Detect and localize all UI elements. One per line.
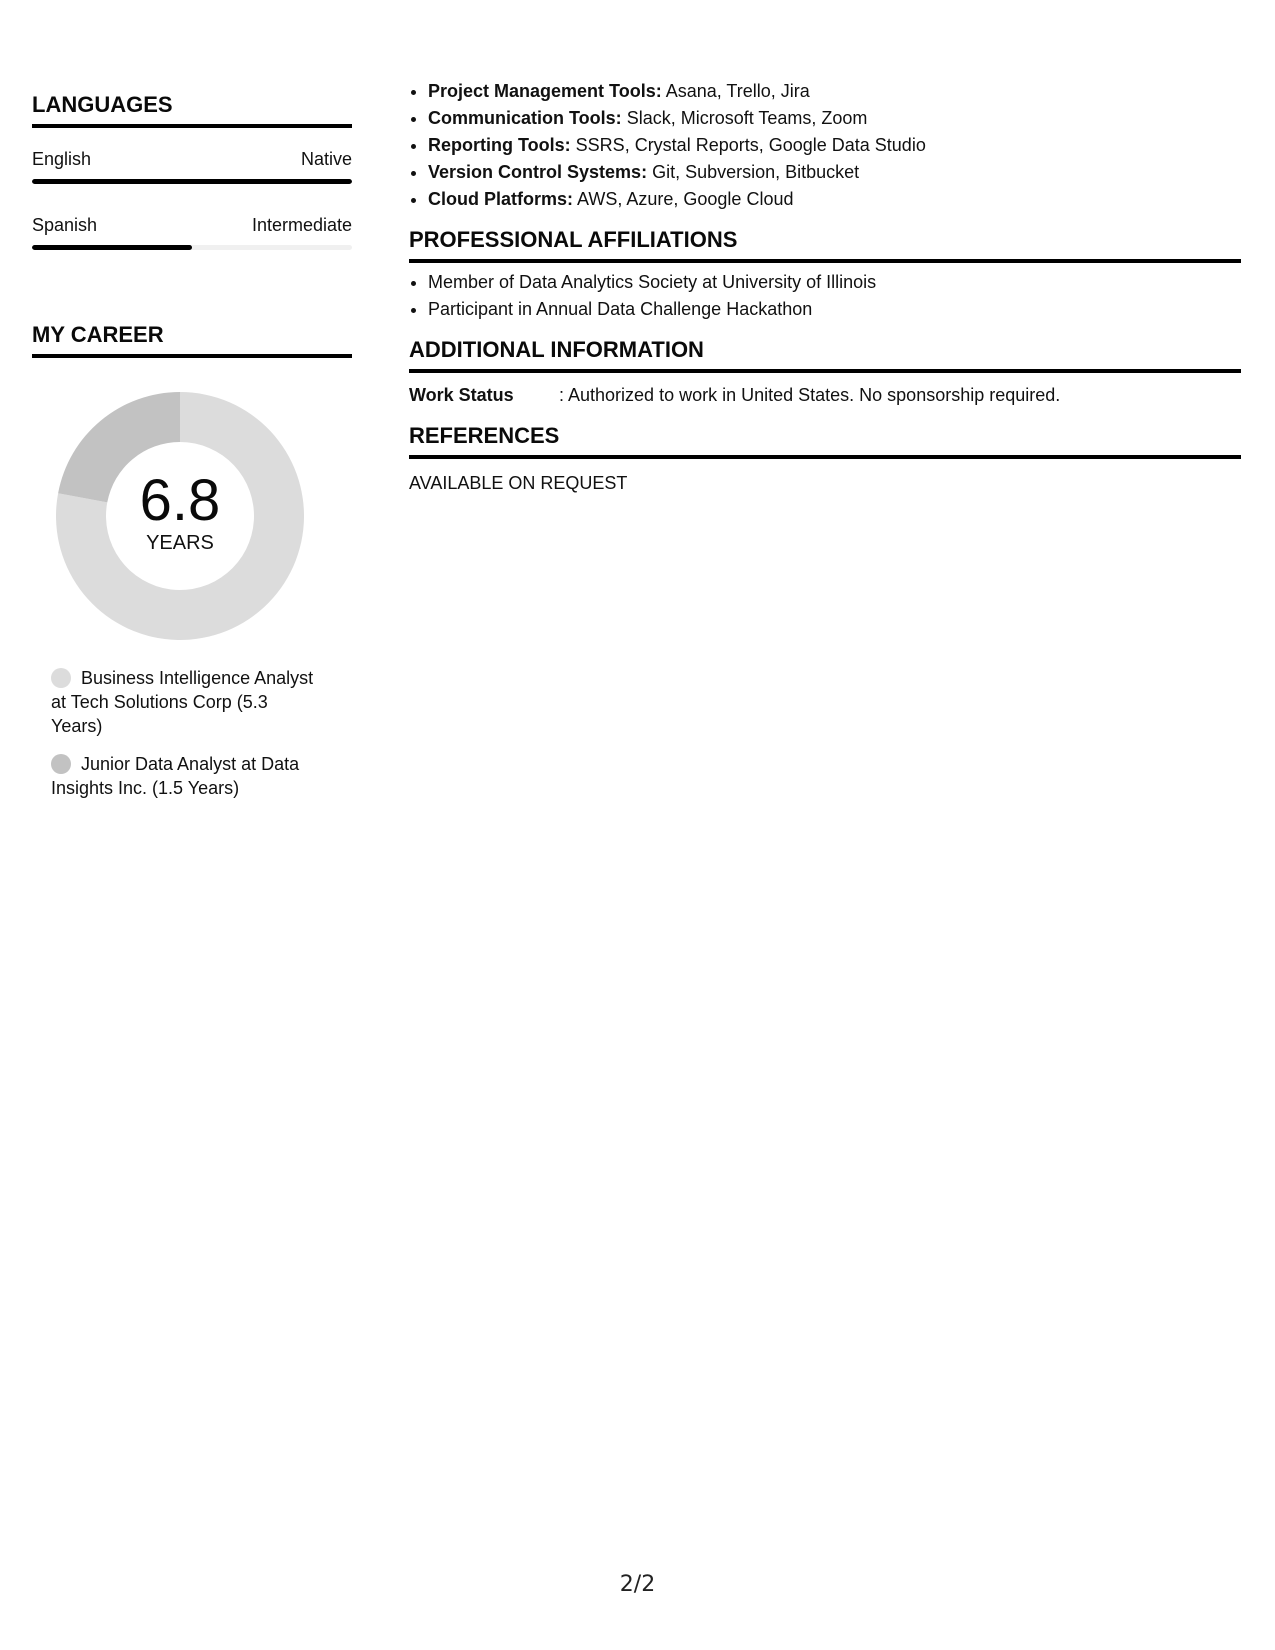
references-heading: REFERENCES: [409, 423, 1241, 459]
list-item: [428, 78, 1241, 105]
career-donut-center: [56, 392, 304, 640]
language-level: Native: [300, 149, 352, 169]
skill-label: Communication Tools:: [428, 108, 622, 128]
sidebar: [32, 92, 352, 814]
career-legend: [51, 666, 321, 800]
language-item-spanish: [32, 214, 352, 250]
skills-list: [409, 78, 1241, 213]
language-level: Intermediate: [251, 215, 352, 235]
language-proficiency-fill: [32, 179, 352, 184]
legend-item: [51, 752, 321, 800]
page-number: 2/2: [619, 1572, 656, 1597]
affiliations-list: [409, 269, 1241, 323]
affiliations-section: [409, 227, 1241, 323]
list-item: [428, 105, 1241, 132]
legend-item: [51, 666, 321, 738]
skill-value: Asana, Trello, Jira: [665, 81, 810, 101]
skill-label: Cloud Platforms:: [428, 189, 574, 209]
language-proficiency-bar: [32, 245, 352, 250]
list-item: • Member of Data Analytics Society at University of Illinois: [428, 269, 1241, 296]
languages-heading: LANGUAGES: [32, 92, 352, 128]
career-total-unit: YEARS: [146, 532, 214, 554]
skill-value: Slack, Microsoft Teams, Zoom: [626, 108, 868, 128]
language-row: [32, 214, 352, 236]
list-item: [428, 186, 1241, 213]
language-item-english: [32, 148, 352, 184]
work-status-value: : Authorized to work in United States. No sponsorship required.: [559, 385, 1061, 405]
list-item: • Participant in Annual Data Challenge Hackathon: [428, 296, 1241, 323]
references-section: [409, 423, 1241, 495]
language-proficiency-fill: [32, 245, 192, 250]
skill-label: Reporting Tools:: [428, 135, 571, 155]
additional-info-heading: ADDITIONAL INFORMATION: [409, 337, 1241, 373]
career-donut-chart: [56, 392, 304, 640]
main-column: [409, 78, 1241, 495]
list-item: [428, 159, 1241, 186]
skill-label: Version Control Systems:: [428, 162, 648, 182]
additional-info-section: [409, 337, 1241, 407]
list-item: [428, 132, 1241, 159]
language-name: English: [32, 149, 92, 169]
skill-label: Project Management Tools:: [428, 81, 662, 101]
career-heading: MY CAREER: [32, 322, 352, 358]
legend-label: Business Intelligence Analyst at Tech Solutions Corp (5.3 Years): [51, 668, 314, 736]
language-row: [32, 148, 352, 170]
career-section: [32, 322, 352, 800]
skill-value: Git, Subversion, Bitbucket: [652, 162, 860, 182]
languages-section: [32, 92, 352, 250]
work-status-row: [409, 383, 1241, 407]
language-name: Spanish: [32, 215, 98, 235]
references-text: AVAILABLE ON REQUEST: [409, 473, 628, 493]
legend-label: Junior Data Analyst at Data Insights Inc. (1.5 Years): [51, 754, 300, 798]
work-status-label: Work Status: [409, 385, 514, 405]
skill-value: AWS, Azure, Google Cloud: [577, 189, 794, 209]
career-total-years: 6.8: [139, 468, 221, 533]
language-proficiency-bar: [32, 179, 352, 184]
skill-value: SSRS, Crystal Reports, Google Data Studio: [575, 135, 926, 155]
legend-dot-icon: [51, 668, 71, 688]
affiliations-heading: PROFESSIONAL AFFILIATIONS: [409, 227, 1241, 263]
legend-dot-icon: [51, 754, 71, 774]
